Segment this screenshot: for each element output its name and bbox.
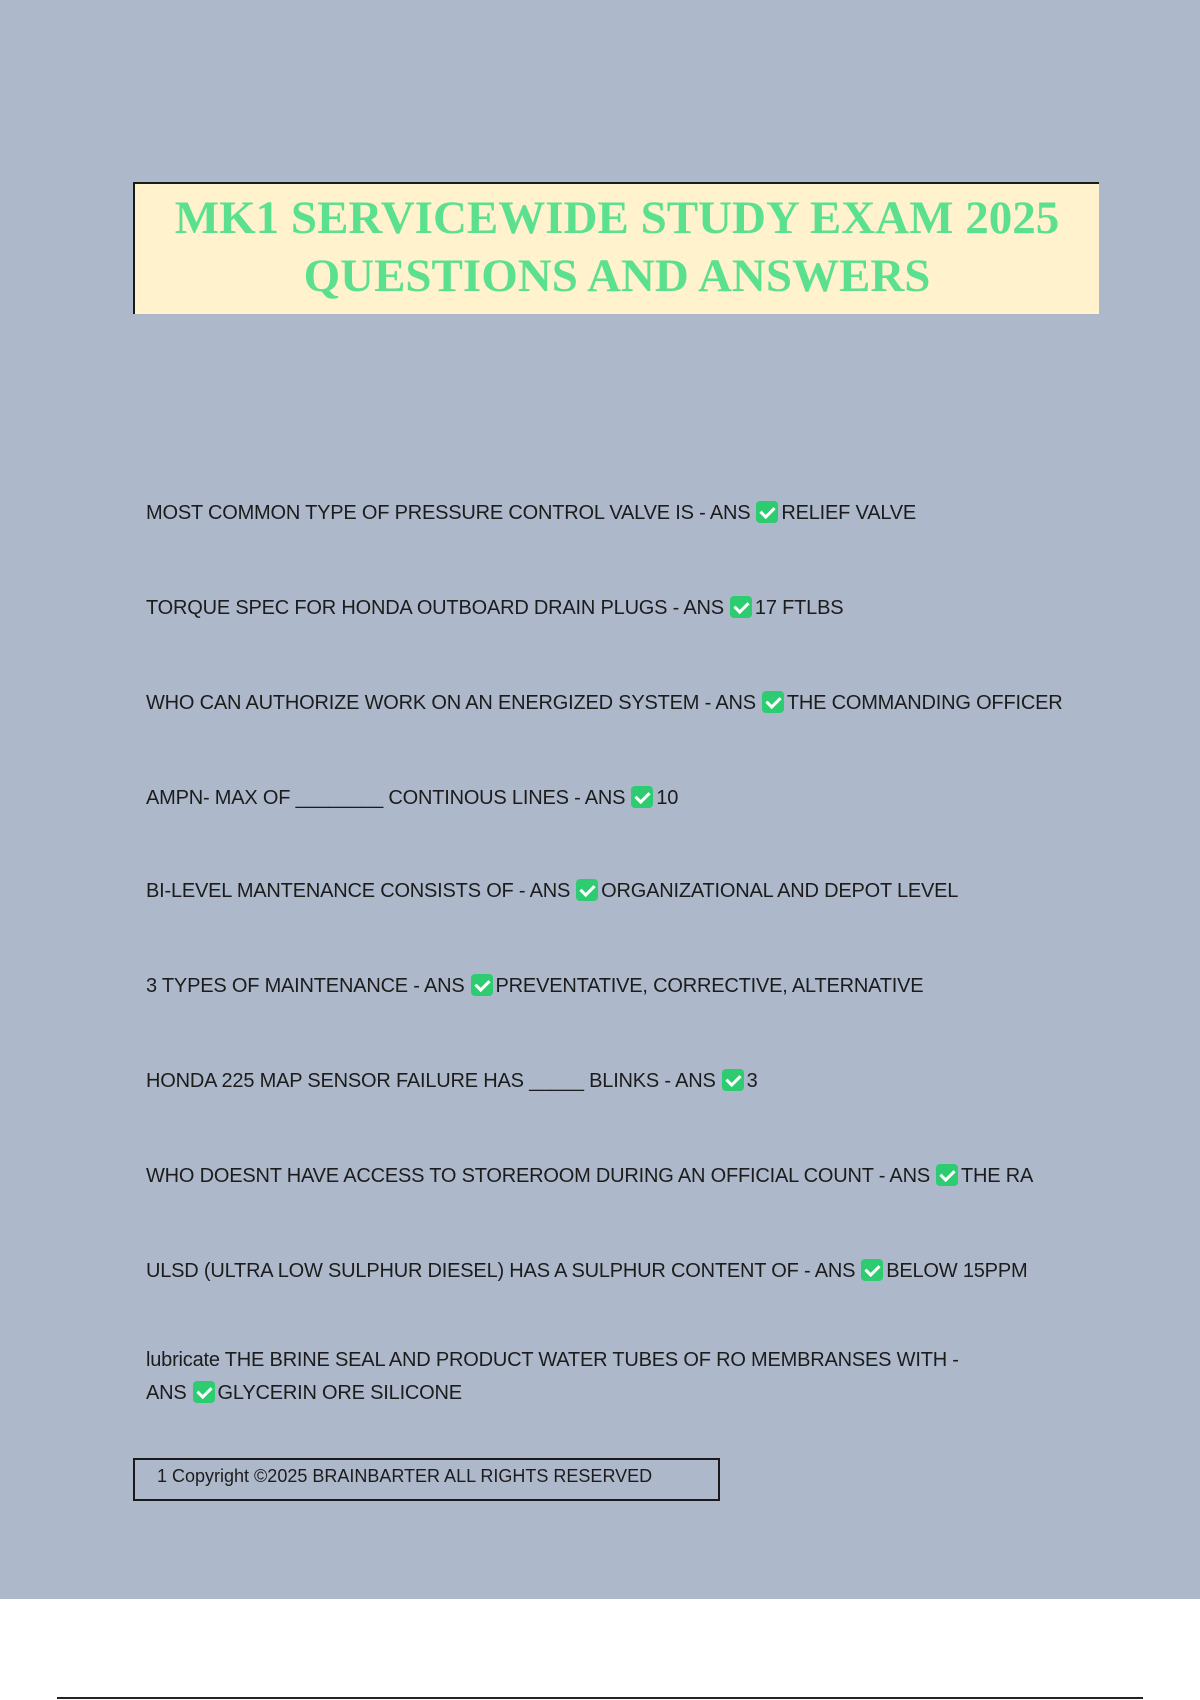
check-mark-icon [861, 1259, 883, 1281]
check-mark-icon [722, 1069, 744, 1091]
qa-item [146, 691, 1106, 715]
answer-text: 17 FTLBS [754, 597, 844, 619]
check-mark-icon [631, 786, 653, 808]
qa-item [146, 786, 1106, 810]
question-text: 3 TYPES OF MAINTENANCE - ANS [146, 975, 465, 997]
qa-item [146, 1069, 1106, 1093]
check-mark-icon [730, 596, 752, 618]
answer-text: 3 [746, 1070, 758, 1092]
question-text: BI-LEVEL MANTENANCE CONSISTS OF - ANS [146, 880, 571, 902]
question-text: AMPN- MAX OF ________ CONTINOUS LINES - ANS [146, 787, 626, 809]
question-text: TORQUE SPEC FOR HONDA OUTBOARD DRAIN PLUGS - ANS [146, 597, 724, 619]
answer-text: PREVENTATIVE, CORRECTIVE, ALTERNATIVE [495, 975, 924, 997]
check-mark-icon [471, 974, 493, 996]
question-text-continued: ANS [146, 1382, 187, 1404]
question-text: HONDA 225 MAP SENSOR FAILURE HAS _____ BLINKS - ANS [146, 1070, 716, 1092]
qa-item [146, 1259, 1106, 1283]
qa-item [146, 1164, 1106, 1188]
check-mark-icon [193, 1381, 215, 1403]
check-mark-icon [576, 879, 598, 901]
question-text: lubricate THE BRINE SEAL AND PRODUCT WATER TUBES OF RO MEMBRANSES WITH - [146, 1349, 959, 1371]
answer-text: THE COMMANDING OFFICER [786, 692, 1063, 714]
copyright-footer: 1 Copyright ©2025 BRAINBARTER ALL RIGHTS RESERVED [133, 1458, 720, 1501]
title-line-1: MK1 SERVICEWIDE STUDY EXAM 2025 [174, 192, 1060, 244]
check-mark-icon [936, 1164, 958, 1186]
page-divider [57, 1697, 1143, 1699]
question-text: WHO DOESNT HAVE ACCESS TO STOREROOM DURING AN OFFICIAL COUNT - ANS [146, 1165, 930, 1187]
qa-item [146, 879, 1106, 903]
answer-text: ORGANIZATIONAL AND DEPOT LEVEL [601, 880, 959, 902]
answer-text: GLYCERIN ORE SILICONE [217, 1382, 462, 1404]
question-text: ULSD (ULTRA LOW SULPHUR DIESEL) HAS A SULPHUR CONTENT OF - ANS [146, 1260, 856, 1282]
question-text: MOST COMMON TYPE OF PRESSURE CONTROL VALVE IS - ANS [146, 502, 751, 524]
qa-item [146, 1344, 1106, 1410]
answer-text: 10 [656, 787, 679, 809]
title-line-2: QUESTIONS AND ANSWERS [303, 250, 931, 302]
check-mark-icon [762, 691, 784, 713]
qa-item [146, 501, 1106, 525]
answer-text: BELOW 15PPM [886, 1260, 1028, 1282]
question-text: WHO CAN AUTHORIZE WORK ON AN ENERGIZED SYSTEM - ANS [146, 692, 756, 714]
qa-item [146, 596, 1106, 620]
answer-text: RELIEF VALVE [781, 502, 917, 524]
answer-text: THE RA [960, 1165, 1034, 1187]
qa-item [146, 974, 1106, 998]
check-mark-icon [756, 501, 778, 523]
title-banner [133, 182, 1099, 314]
